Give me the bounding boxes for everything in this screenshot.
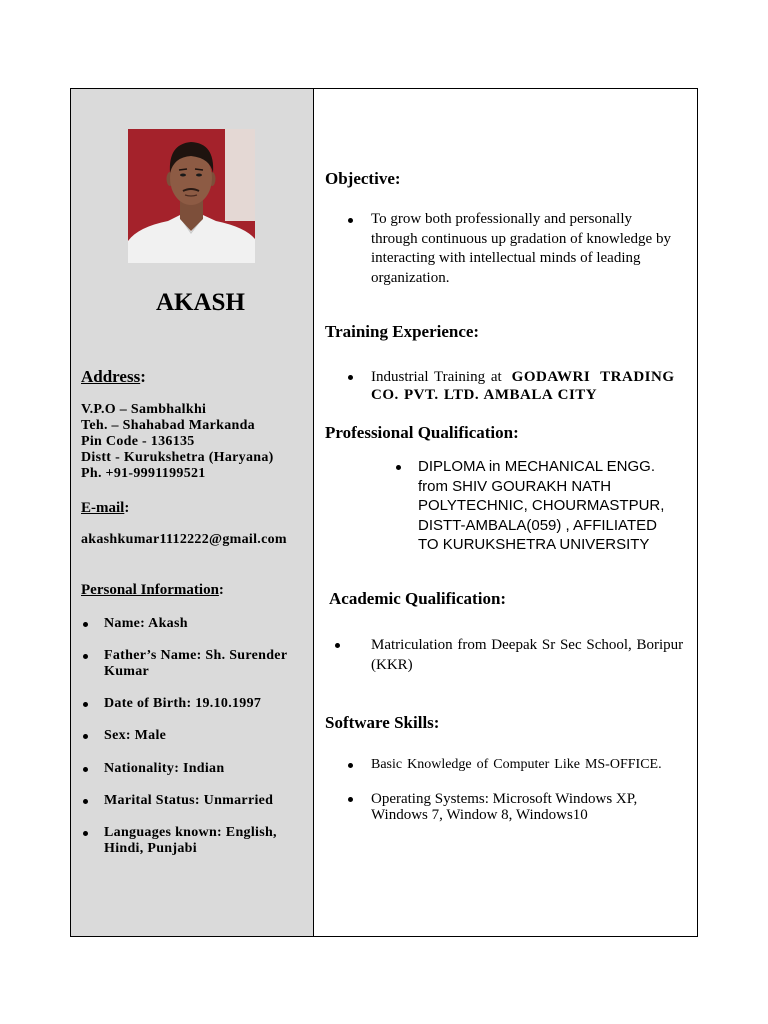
address-block <box>81 402 274 482</box>
person-eye-right <box>196 174 202 177</box>
objective-line: interacting with intellectual minds of leading <box>371 250 641 266</box>
bullet-icon <box>348 218 353 223</box>
profile-photo-image <box>128 129 255 263</box>
address-line-phone: Ph. +91-9991199521 <box>81 466 206 481</box>
address-heading-colon: : <box>140 367 146 386</box>
objective-heading: Objective: <box>325 169 401 188</box>
bullet-icon <box>335 643 340 648</box>
personal-info-text: Name: Akash <box>104 616 188 631</box>
academic-qualification-line: Matriculation from Deepak Sr Sec School, Boripur <box>371 637 684 653</box>
bullet-icon <box>348 797 353 802</box>
personal-info-text: Sex: Male <box>104 728 167 743</box>
bullet-icon <box>396 465 401 470</box>
bullet-icon <box>83 799 88 804</box>
professional-qualification-heading: Professional Qualification: <box>325 423 519 442</box>
address-line-vpo: V.P.O – Sambhalkhi <box>81 402 207 417</box>
bullet-icon <box>83 622 88 627</box>
training-company-name: GODAWRI TRADING <box>511 369 675 385</box>
resume-frame <box>70 88 698 937</box>
academic-qualification-text <box>371 635 683 675</box>
objective-text <box>371 210 671 288</box>
bullet-icon <box>348 763 353 768</box>
objective-line: organization. <box>371 269 450 286</box>
training-line <box>371 368 675 386</box>
email-heading-colon: : <box>124 500 130 516</box>
profile-photo <box>128 129 255 263</box>
software-skill-item <box>371 791 637 823</box>
left-column <box>71 89 314 936</box>
bullet-icon <box>83 767 88 772</box>
professional-qualification-line: TO KURUKSHETRA UNIVERSITY <box>418 536 650 553</box>
software-skill-line: Basic Knowledge of Computer Like MS-OFFICE. <box>371 757 662 772</box>
professional-qualification-line: POLYTECHNIC, CHOURMASTPUR, <box>418 497 665 514</box>
personal-information-heading-label: Personal Information <box>81 582 219 598</box>
personal-info-text: Languages known: English, Hindi, Punjabi <box>104 825 277 856</box>
personal-info-text: Marital Status: Unmarried <box>104 793 274 808</box>
objective-line: To grow both professionally and personally <box>371 211 632 227</box>
address-heading <box>81 367 146 387</box>
bullet-icon <box>83 831 88 836</box>
personal-info-item-sex <box>83 728 303 744</box>
personal-info-text: Father’s Name: Sh. Surender Kumar <box>104 648 288 679</box>
professional-qualification-line: DISTT-AMBALA(059) , AFFILIATED <box>418 516 657 534</box>
personal-info-text: Nationality: Indian <box>104 761 225 776</box>
software-skills-heading: Software Skills: <box>325 713 440 732</box>
training-experience-text <box>371 368 675 404</box>
right-column <box>314 89 697 936</box>
email-heading <box>81 499 129 517</box>
academic-qualification-line: (KKR) <box>371 657 413 673</box>
personal-info-item-nationality <box>83 761 303 777</box>
personal-info-item-languages <box>83 825 303 857</box>
software-skill-line: Windows 7, Window 8, Windows10 <box>371 807 588 823</box>
candidate-name: AKASH <box>156 289 245 316</box>
personal-info-text: Date of Birth: 19.10.1997 <box>104 696 262 711</box>
academic-qualification-heading: Academic Qualification: <box>329 589 507 608</box>
address-line-tehsil: Teh. – Shahabad Markanda <box>81 418 255 433</box>
photo-wall <box>225 129 255 221</box>
bullet-icon <box>83 702 88 707</box>
address-line-district: Distt - Kurukshetra (Haryana) <box>81 450 274 465</box>
professional-qualification-line: DIPLOMA in MECHANICAL ENGG. <box>418 458 655 475</box>
address-line-pin-code: Pin Code - 136135 <box>81 434 195 449</box>
bullet-icon <box>83 654 88 659</box>
software-skill-line: Operating Systems: Microsoft Windows XP, <box>371 791 638 807</box>
personal-information-heading-colon: : <box>218 582 224 598</box>
email-value: akashkumar1112222@gmail.com <box>81 532 287 547</box>
personal-info-item-name <box>83 616 303 632</box>
training-prefix: Industrial Training at <box>371 369 502 385</box>
professional-qualification-line: from SHIV GOURAKH NATH <box>418 477 612 495</box>
address-heading-label: Address <box>81 367 141 386</box>
bullet-icon <box>83 734 88 739</box>
professional-qualification-text <box>418 457 664 555</box>
training-company-name-continued: CO. PVT. LTD. AMBALA CITY <box>371 387 598 403</box>
personal-info-item-marital-status <box>83 793 303 809</box>
personal-info-item-father-name <box>83 648 303 680</box>
bullet-icon <box>348 375 353 380</box>
person-eye-left <box>180 174 186 177</box>
personal-information-heading <box>81 581 224 599</box>
personal-info-item-date-of-birth <box>83 696 303 712</box>
software-skill-item <box>371 756 662 774</box>
email-heading-label: E-mail <box>81 500 125 516</box>
objective-line: through continuous up gradation of knowledge by <box>371 230 671 247</box>
training-experience-heading: Training Experience: <box>325 322 480 341</box>
